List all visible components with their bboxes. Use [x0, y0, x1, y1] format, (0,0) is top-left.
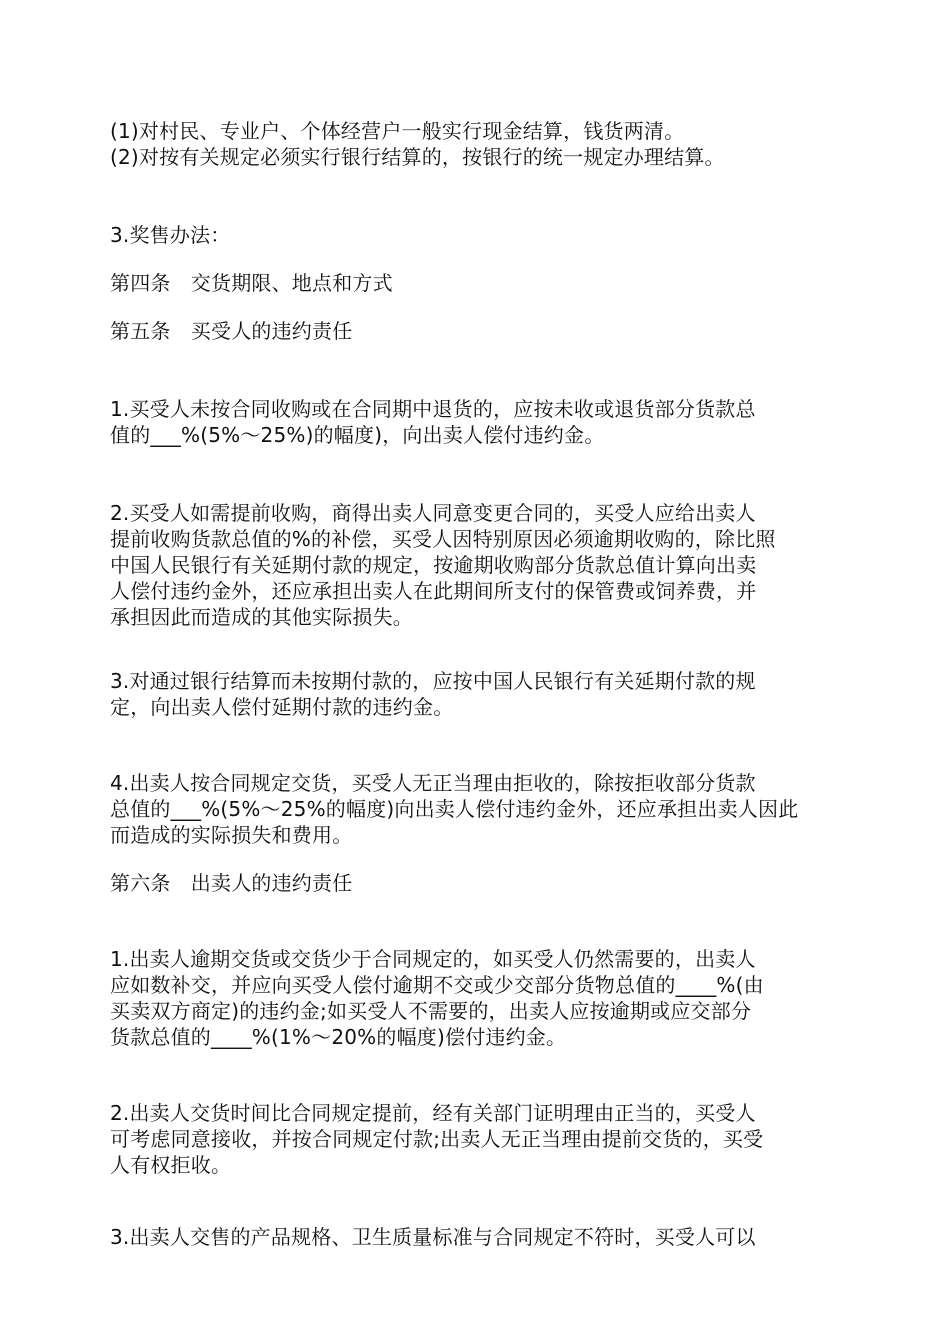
text-line: 可考虑同意接收，并按合同规定付款;出卖人无正当理由提前交货的，买受	[110, 1127, 764, 1151]
text-line: 而造成的实际损失和费用。	[110, 823, 353, 847]
text-line: 值的___%(5%～25%)的幅度)，向出卖人偿付违约金。	[110, 423, 605, 447]
text-line: 人偿付违约金外，还应承担出卖人在此期间所支付的保管费或饲养费，并	[110, 579, 757, 603]
text-line: 4.出卖人按合同规定交货，买受人无正当理由拒收的，除按拒收部分货款	[110, 771, 756, 795]
text-line: (2)对按有关规定必须实行银行结算的，按银行的统一规定办理结算。	[110, 145, 725, 169]
text-line: 总值的___%(5%～25%的幅度)向出卖人偿付违约金外，还应承担出卖人因此	[110, 797, 799, 821]
text-line: 买卖双方商定)的违约金;如买受人不需要的，出卖人应按逾期或应交部分	[110, 999, 752, 1023]
text-line: 2.出卖人交货时间比合同规定提前，经有关部门证明理由正当的，买受人	[110, 1101, 756, 1125]
text-line: 1.出卖人逾期交货或交货少于合同规定的，如买受人仍然需要的，出卖人	[110, 947, 756, 971]
text-line: 1.买受人未按合同收购或在合同期中退货的，应按未收或退货部分货款总	[110, 397, 756, 421]
section-heading: 第六条 出卖人的违约责任	[110, 871, 353, 895]
text-line: 人有权拒收。	[110, 1153, 232, 1177]
text-line: 应如数补交，并应向买受人偿付逾期不交或少交部分货物总值的____%(由	[110, 973, 764, 997]
text-line: 3.奖售办法：	[110, 223, 231, 247]
text-line: 货款总值的____%(1%～20%的幅度)偿付违约金。	[110, 1025, 567, 1049]
section-heading: 第四条 交货期限、地点和方式	[110, 271, 393, 295]
text-line: 承担因此而造成的其他实际损失。	[110, 605, 413, 629]
text-line: 3.出卖人交售的产品规格、卫生质量标准与合同规定不符时，买受人可以	[110, 1225, 756, 1249]
text-line: 提前收购货款总值的%的补偿，买受人因特别原因必须逾期收购的，除比照	[110, 527, 776, 551]
text-line: 2.买受人如需提前收购，商得出卖人同意变更合同的，买受人应给出卖人	[110, 501, 756, 525]
text-line: 3.对通过银行结算而未按期付款的，应按中国人民银行有关延期付款的规	[110, 669, 756, 693]
section-heading: 第五条 买受人的违约责任	[110, 319, 353, 343]
text-line: 中国人民银行有关延期付款的规定，按逾期收购部分货款总值计算向出卖	[110, 553, 757, 577]
text-line: 定，向出卖人偿付延期付款的违约金。	[110, 695, 454, 719]
text-line: (1)对村民、专业户、个体经营户一般实行现金结算，钱货两清。	[110, 119, 685, 143]
